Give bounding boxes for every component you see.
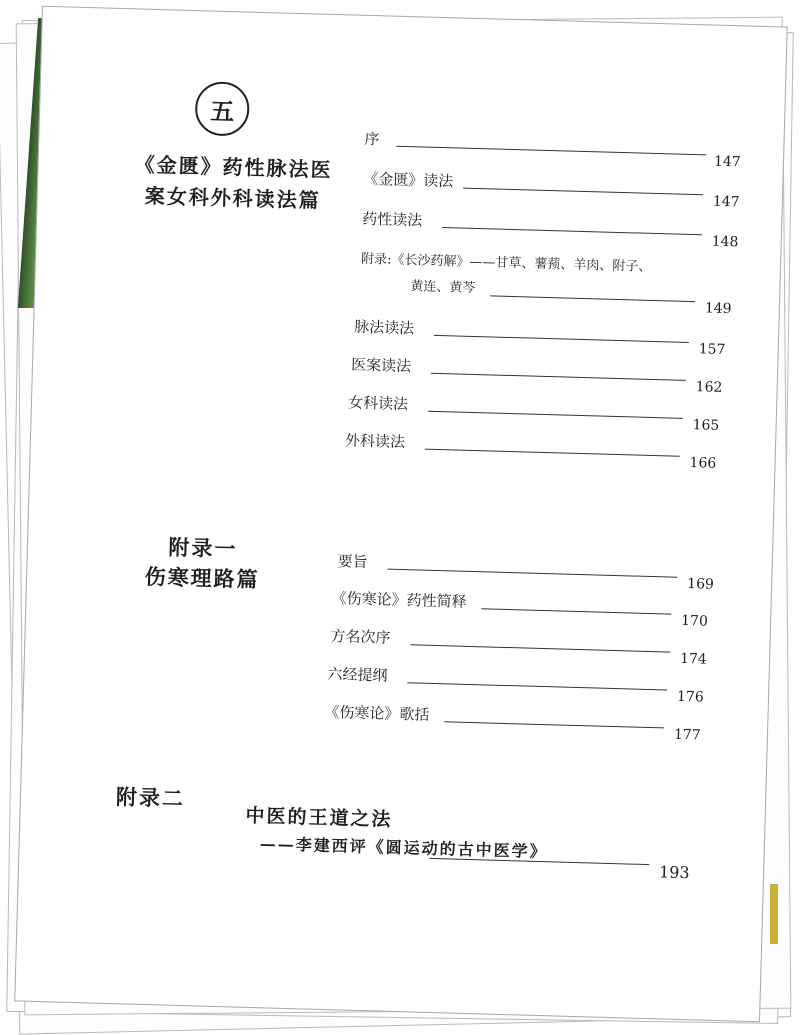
section-title: [117, 149, 349, 217]
entry-label: 脉法读法: [353, 317, 415, 338]
entry-page: 169: [686, 576, 715, 593]
entry-label: 序: [364, 129, 380, 149]
leader-line: [425, 449, 680, 457]
leader-line: [444, 721, 664, 728]
section-title: 附录二: [115, 784, 186, 812]
entry-label: 女科读法: [347, 393, 409, 414]
leader-line: [396, 146, 706, 156]
entry-page: 157: [698, 341, 726, 358]
section-title: [127, 531, 279, 595]
entry-label: 《金匮》读法: [363, 169, 454, 191]
entry-page: 162: [695, 379, 723, 396]
leader-line: [490, 295, 695, 302]
entry-page: 174: [679, 650, 708, 668]
leader-line: [431, 373, 686, 381]
section-title-line: 伤寒理路篇: [144, 563, 260, 593]
entry-label: 方名次序: [330, 627, 391, 647]
leader-line: [463, 188, 703, 196]
entry-page: 176: [676, 688, 704, 706]
leader-line: [387, 569, 677, 578]
leader-line: [410, 644, 670, 652]
entry-page: 165: [692, 417, 720, 434]
entry-label-continued: 黄连、黄芩: [410, 279, 476, 296]
entry-label: 要旨: [337, 552, 368, 572]
entry-page: 147: [713, 153, 741, 171]
entry-page: 177: [673, 726, 701, 744]
entry-label: 医案读法: [350, 355, 412, 376]
entry-label: 《伤寒论》歌括: [324, 702, 430, 724]
toc-page: [14, 6, 788, 1022]
leader-line: [442, 227, 702, 235]
book-edge: [770, 884, 778, 944]
section-number-circle: 五: [194, 81, 249, 136]
entry-label: 附录:《长沙药解》——甘草、薯蓣、羊肉、附子、: [360, 251, 652, 275]
entry-label: 《伤寒论》药性简释: [331, 589, 467, 611]
section-title-line: 案女科外科读法篇: [144, 183, 322, 213]
entry-label: 外科读法: [344, 431, 406, 452]
section-title-line: 附录一: [168, 534, 238, 562]
entry-label: 药性读法: [361, 209, 423, 230]
entry-page: 148: [711, 233, 739, 251]
entry-label: 六经提纲: [327, 665, 388, 685]
section-title-line: 《金匮》药性脉法医: [134, 152, 333, 182]
leader-line: [428, 411, 683, 419]
leader-line: [434, 335, 689, 343]
entry-page: 170: [680, 612, 709, 630]
appendix-subheading[interactable]: ——李建西评《圆运动的古中医学》: [259, 834, 548, 862]
entry-page: 147: [712, 193, 740, 211]
entry-page: 149: [704, 300, 732, 318]
entry-page: 166: [689, 455, 717, 472]
toc-entry[interactable]: [360, 248, 752, 319]
appendix-heading: 中医的王道之法: [245, 804, 393, 831]
leader-line: [481, 608, 671, 614]
leader-line: [407, 682, 667, 690]
entry-page: 193: [658, 862, 690, 883]
